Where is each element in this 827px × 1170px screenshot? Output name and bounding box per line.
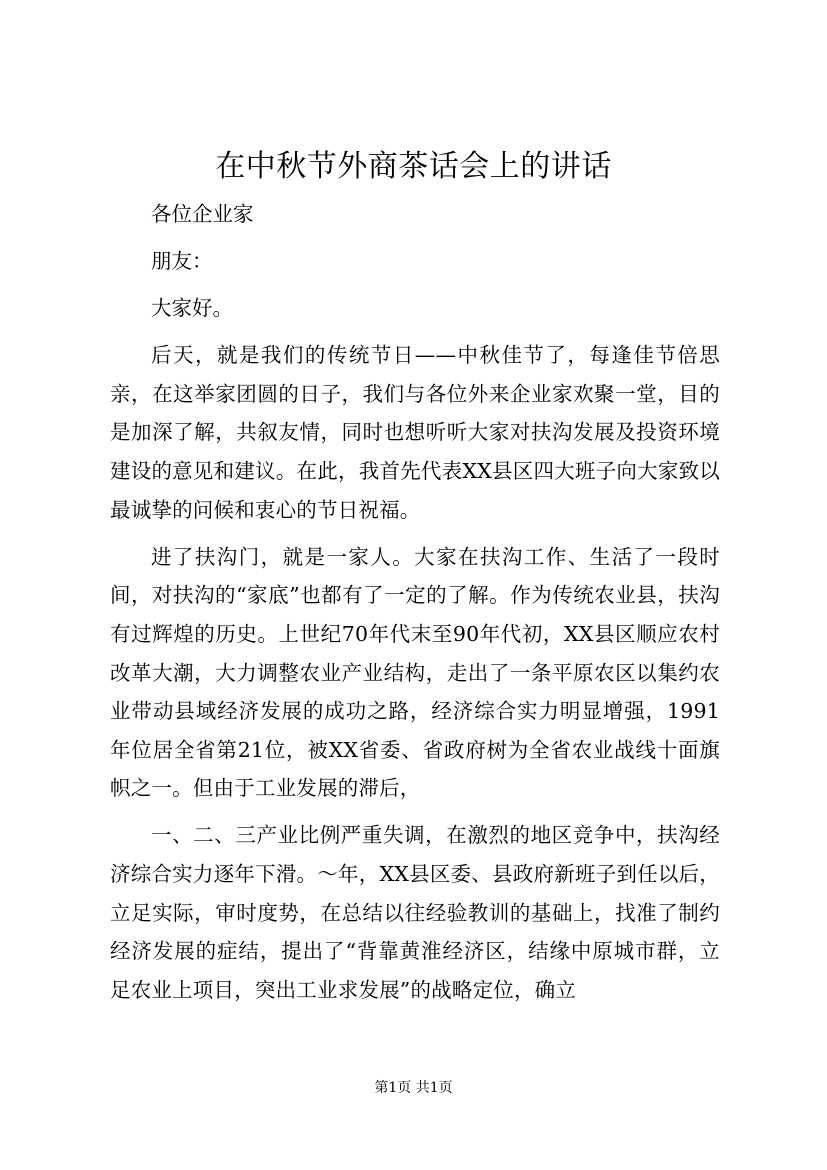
greeting-line: 各位企业家	[151, 202, 254, 226]
greeting-line: 大家好。	[151, 296, 233, 321]
body-paragraph: 进了扶沟门，就是一家人。大家在扶沟工作、生活了一段时间，对扶沟的“家底”也都有了一定的了解。作为传统农业县，扶沟有过辉煌的历史。上世纪70年代末至90年代初，XX县区顺应农村改革大潮，大力调整农业产业结构，走出了一条平原农区以集约农业带动县域经济发展的成功之路，经济综合实力明显增强，1991年位居全省第21位，被XX省委、省政府树为全省农业战线十面旗帜之一。但由于工业发展的滞后，	[110, 544, 720, 801]
page-footer: 第1页 共1页	[374, 1080, 453, 1096]
body-paragraph: 一、二、三产业比例严重失调，在激烈的地区竞争中，扶沟经济综合实力逐年下滑。～年，XX县区委、县政府新班子到任以后，立足实际，审时度势，在总结以往经验教训的基础上，找准了制约经济发展的症结，提出了“背靠黄淮经济区，结缘中原城市群，立足农业上项目，突出工业求发展”的战略定位，确立	[110, 823, 720, 1002]
document-title: 在中秋节外商茶话会上的讲话	[215, 149, 612, 184]
body-paragraph: 后天，就是我们的传统节日——中秋佳节了，每逢佳节倍思亲，在这举家团圆的日子，我们与各位外来企业家欢聚一堂，目的是加深了解，共叙友情，同时也想听听大家对扶沟发展及投资环境建设的意见和建议。在此，我首先代表XX县区四大班子向大家致以最诚挚的问候和衷心的节日祝福。	[110, 343, 720, 522]
document-body	[110, 195, 720, 1009]
greeting-line: 朋友：	[151, 249, 213, 274]
